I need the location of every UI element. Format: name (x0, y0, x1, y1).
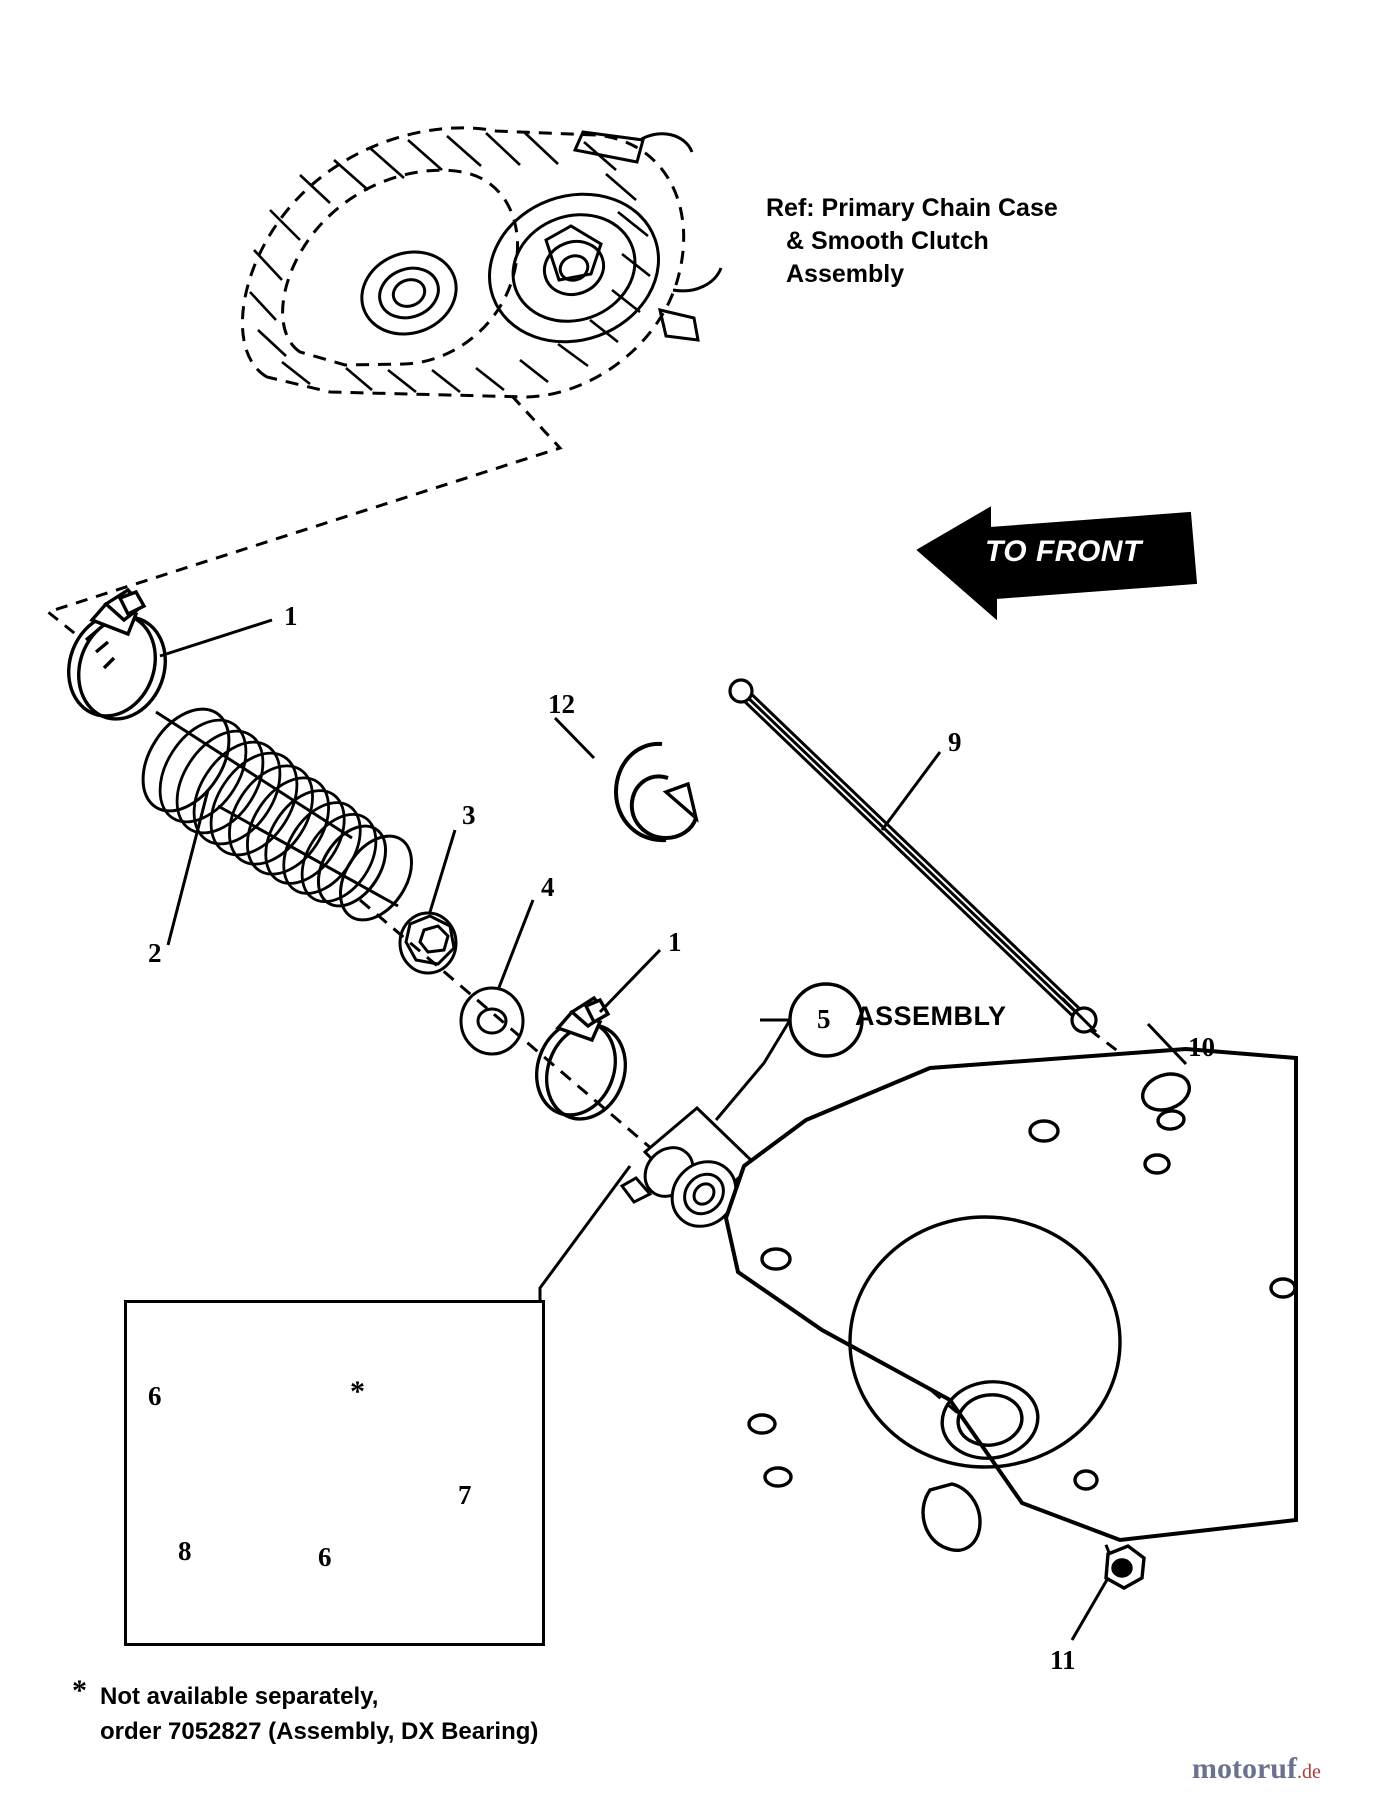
assembly-label: ASSEMBLY (855, 1001, 1007, 1031)
callout-8: 8 (178, 1536, 192, 1566)
callout-1-lower: 1 (668, 927, 682, 957)
part-12-retaining-clip (616, 744, 696, 840)
hose-clamp-lower (524, 998, 638, 1130)
reference-note-line-2: & Smooth Clutch (786, 227, 989, 255)
callout-2: 2 (148, 938, 162, 968)
part-4-washer (461, 988, 523, 1054)
part-9-rod (730, 680, 1096, 1032)
leader-inset-box (540, 1166, 630, 1300)
callout-11: 11 (1050, 1645, 1076, 1675)
callout-6-right: 6 (318, 1542, 332, 1572)
callout-10: 10 (1188, 1032, 1215, 1062)
watermark-suffix: .de (1296, 1761, 1321, 1783)
callout-3: 3 (462, 800, 476, 830)
inset-detail-box (124, 1300, 545, 1646)
footnote-text (100, 1680, 538, 1750)
watermark-prefix: motoruf (1192, 1752, 1297, 1785)
to-front-label: TO FRONT (985, 535, 1142, 568)
callout-7: 7 (458, 1480, 472, 1510)
part-3-collar (400, 913, 456, 973)
callout-4: 4 (541, 872, 555, 902)
callout-1-upper: 1 (284, 601, 298, 631)
watermark (1192, 1752, 1321, 1786)
callout-12: 12 (548, 689, 575, 719)
callout-5-leader (716, 1020, 790, 1120)
inset-star: * (350, 1375, 365, 1408)
reference-note-line-3: Assembly (786, 260, 905, 288)
hose-clamp-upper (55, 590, 180, 731)
chain-case-outline (242, 128, 683, 397)
reference-note-line-1: Ref: Primary Chain Case (766, 194, 1058, 222)
footnote-line-2: order 7052827 (Assembly, DX Bearing) (100, 1717, 539, 1745)
footnote-line-1: Not available separately, (100, 1683, 379, 1710)
callout-9: 9 (948, 727, 962, 757)
reference-note (766, 192, 1058, 291)
chain-case-detail (250, 132, 721, 392)
assembly-axis-dashed (360, 900, 700, 1190)
callout-6-left: 6 (148, 1381, 162, 1411)
part-11-nut (1106, 1546, 1144, 1588)
rubber-boot (125, 693, 426, 932)
footnote-star: * (72, 1674, 87, 1707)
callout-5: 5 (817, 1004, 831, 1034)
